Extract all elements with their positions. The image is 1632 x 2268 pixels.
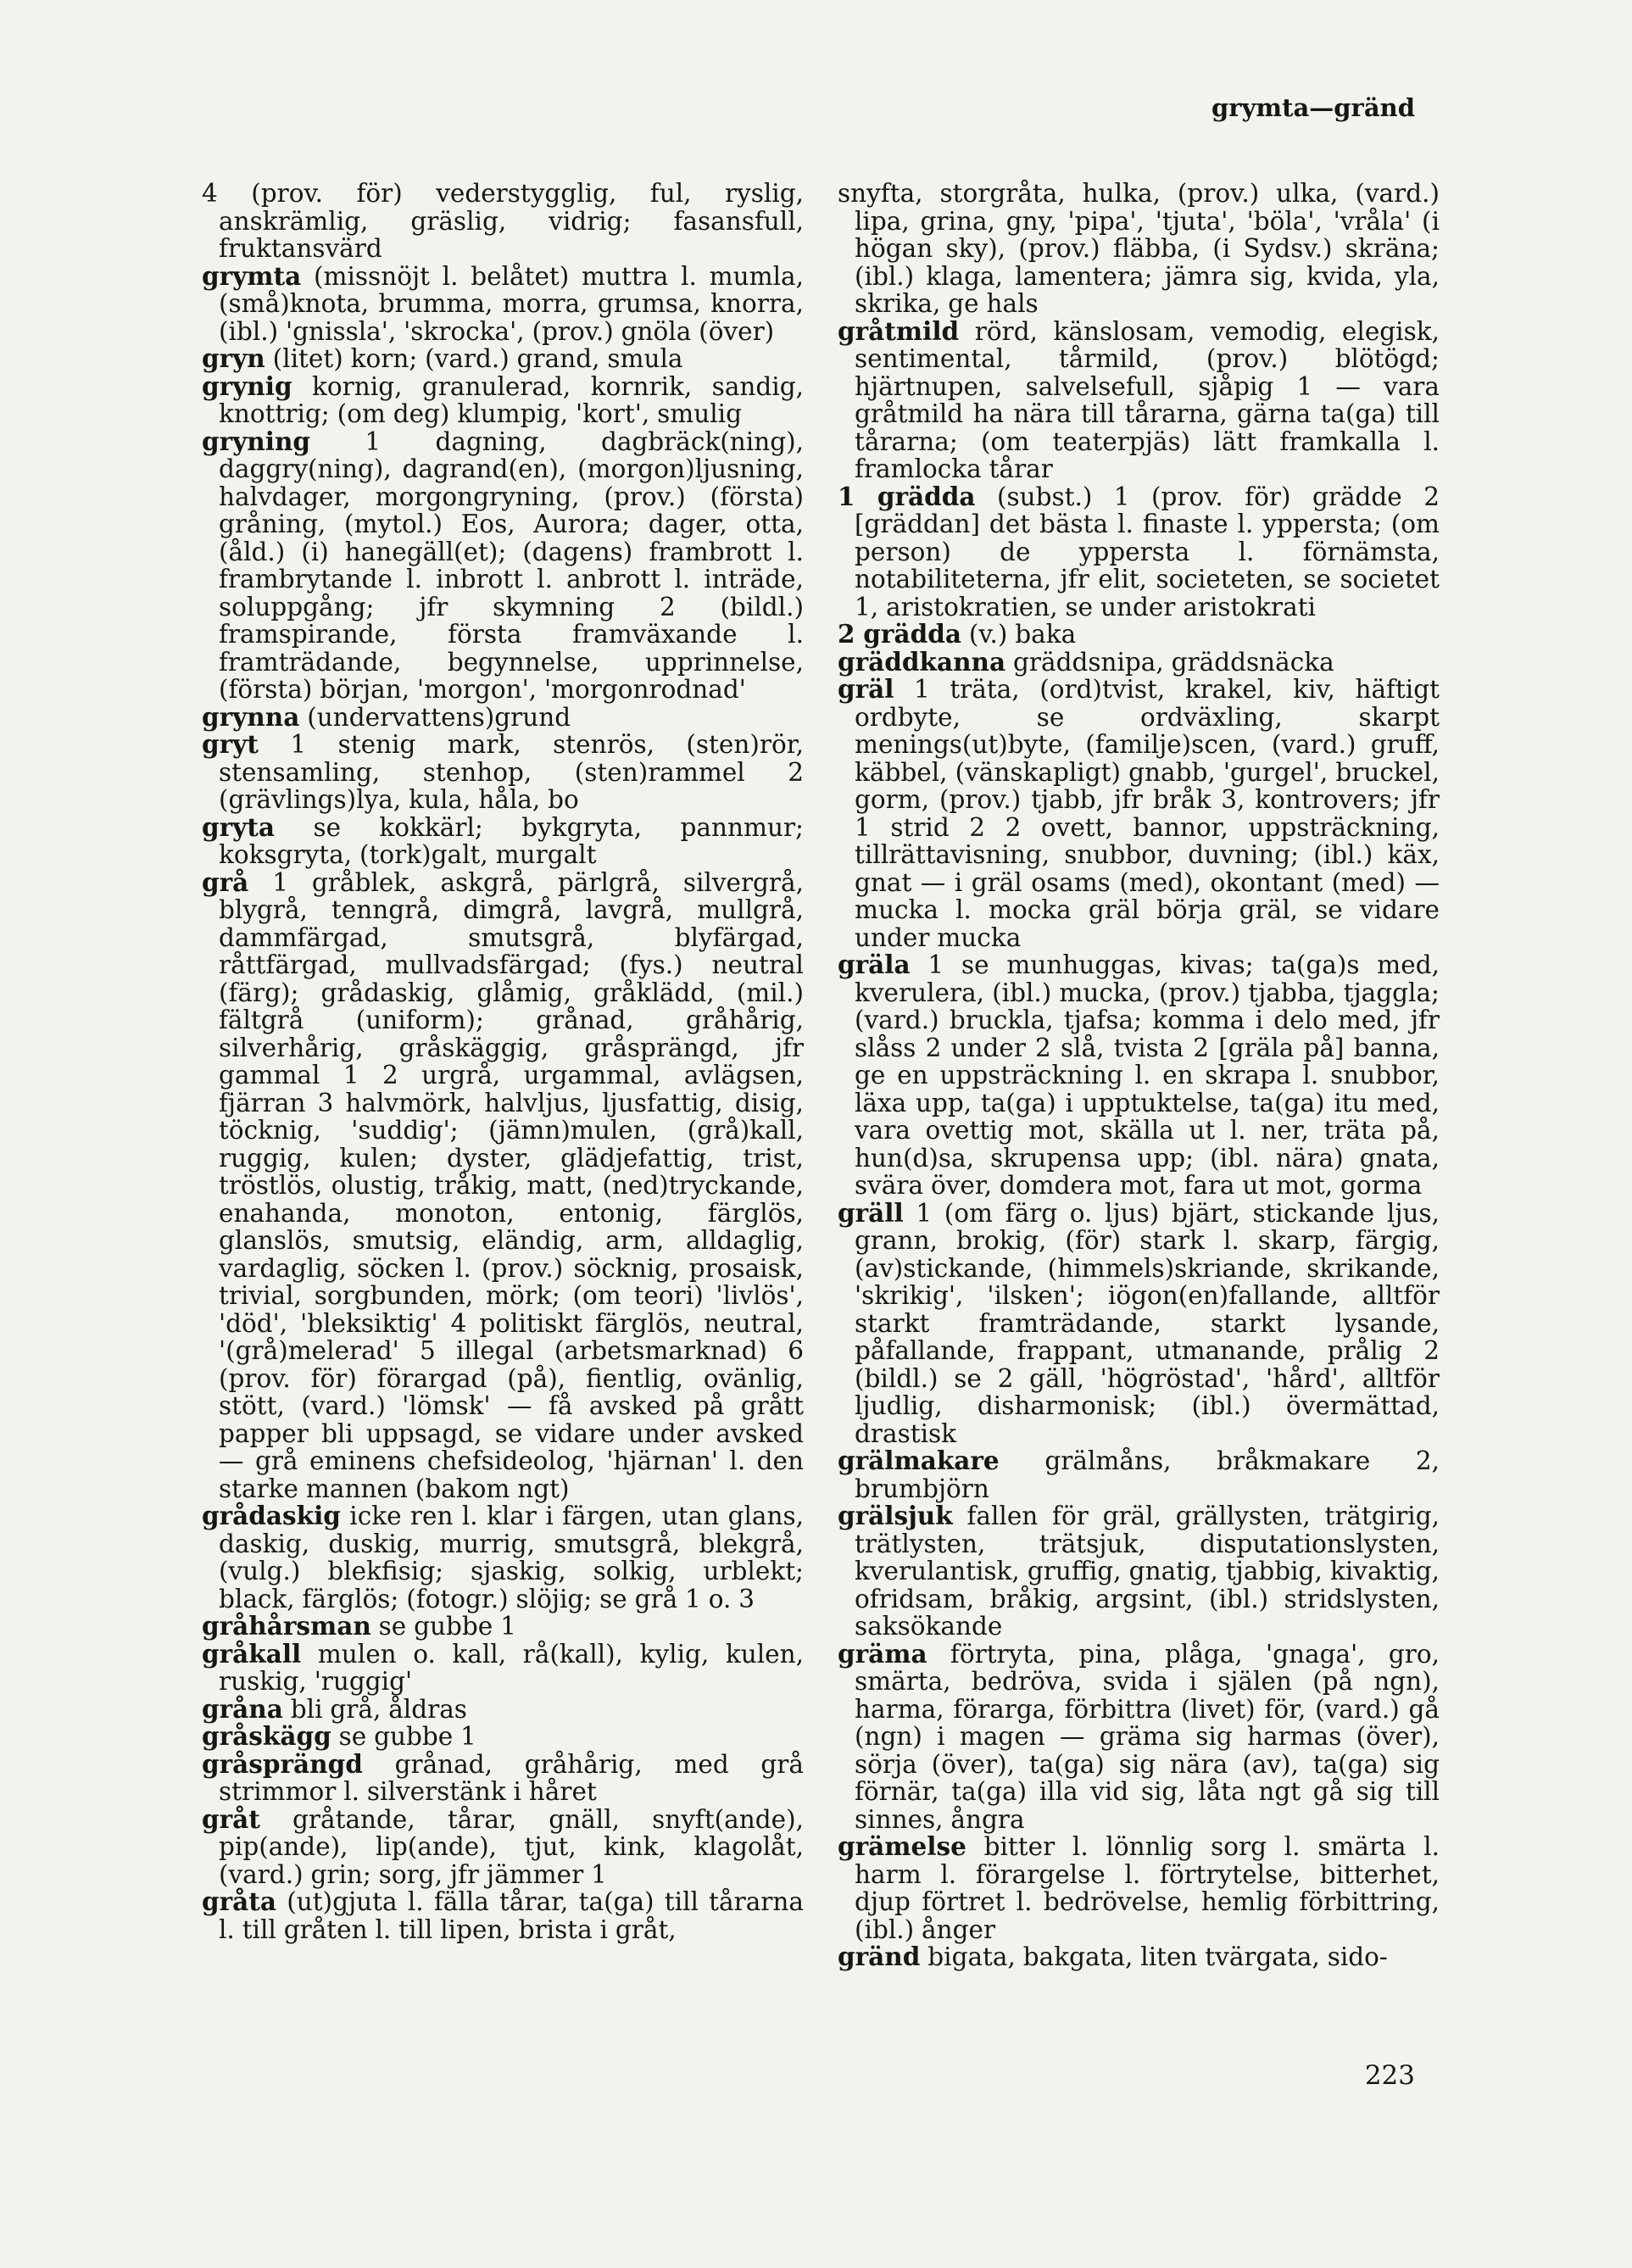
dictionary-entry (202, 1723, 804, 1751)
dictionary-entry (202, 180, 804, 263)
dictionary-entry (838, 315, 1440, 483)
headword: gräl (838, 674, 894, 704)
definition: se gubbe 1 (338, 1722, 476, 1751)
dictionary-entry (202, 1693, 804, 1724)
definition: gräddsnipa, gräddsnäcka (1013, 647, 1334, 677)
dictionary-entry (202, 869, 804, 1503)
headword: gråskägg (202, 1721, 331, 1751)
definition: bigata, bakgata, liten tvärgata, sido- (927, 1942, 1388, 1971)
left-column (202, 180, 804, 1943)
definition: se gubbe 1 (378, 1612, 516, 1641)
definition: fallen för gräl, grällysten, trätgirig, trätlysten, trätsjuk, disputationslysten, kverulantisk, gruffig, gnatig, tjabbig, kivaktig, ofridsam, bråkig, argsint, (ibl.) stridslysten, saksökande (855, 1502, 1440, 1641)
right-column (838, 180, 1440, 1971)
definition: se kokkärl; bykgryta, pannmur; koksgryta, (tork)galt, murgalt (219, 812, 804, 869)
dictionary-entry (838, 1638, 1440, 1834)
dictionary-entry (838, 1197, 1440, 1448)
dictionary-entry (202, 1803, 804, 1889)
headword: grymta (202, 260, 302, 291)
definition: 1 (om färg o. ljus) bjärt, stickande ljus, grann, brokig, (för) stark l. skarp, färgig, (av)stickande, (himmels)skriande, skrikande, 'skrikig', 'ilsken'; iögon(en)fallande, alltför starkt framträdande, starkt lysande, påfallande, frappant, utmanande, prålig 2 (bildl.) se 2 gäll, 'högröstad', 'hård', alltför ljudlig, disharmonisk; (ibl.) övermättad, drastisk (855, 1198, 1440, 1448)
definition: 1 se munhuggas, kivas; ta(ga)s med, kverulera, (ibl.) mucka, (prov.) tjabba, tjaggla; (vard.) bruckla, tjafsa; komma i delo med, jfr slåss 2 under 2 slå, tvista 2 [gräla på] banna, ge en uppsträckning l. en skrapa l. snubbor, läxa upp, ta(ga) i upptuktelse, ta(ga) itu med, vara ovettig mot, skälla ut l. ner, träta på, hun(d)sa, skrupensa upp; (ibl. nära) gnata, svära över, domdera mot, fara ut mot, gorma (855, 950, 1440, 1200)
headword: grälsjuk (838, 1501, 953, 1530)
headword: grådaskig (202, 1501, 341, 1530)
headword: gråt (202, 1803, 260, 1834)
dictionary-entry (838, 1447, 1440, 1502)
headword: gräddkanna (838, 646, 1006, 677)
headword: grynna (202, 701, 300, 732)
dictionary-entry (202, 811, 804, 869)
page-number: 223 (1364, 2060, 1415, 2091)
definition: snyfta, storgråta, hulka, (prov.) ulka, (vard.) lipa, grina, gny, 'pipa', 'tjuta', 'böla', 'vråla' (i högan sky), (prov.) fläbba, (i Sydsv.) skräna; (ibl.) klaga, lamentera; jämra sig, kvida, yla, skrika, ge hals (838, 179, 1440, 318)
dictionary-entry (202, 1613, 804, 1641)
headword: grämelse (838, 1831, 966, 1861)
definition: bli grå, åldras (290, 1694, 467, 1724)
headword: gryning (202, 426, 311, 456)
dictionary-entry (202, 701, 804, 732)
definition: 1 gråblek, askgrå, pärlgrå, silvergrå, blygrå, tenngrå, dimgrå, lavgrå, mullgrå, dammfärgad, smutsgrå, blyfärgad, råttfärgad, mullvadsfärgad; (fys.) neutral (färg); grådaskig, glåmig, gråklädd, (mil.) fältgrå (uniform); grånad, gråhårig, silverhårig, gråskäggig, gråsprängd, jfr gammal 1 2 urgrå, urgammal, avlägsen, fjärran 3 halvmörk, halvljus, ljusfattig, disig, töcknig, 'suddig'; (jämn)mulen, (grå)kall, ruggig, kulen; dyster, glädjefattig, trist, tröstlös, olustig, tråkig, matt, (ned)tryckande, enahanda, monoton, entonig, färglös, glanslös, smutsig, eländig, arm, alldaglig, vardaglig, söcken l. (prov.) söcknig, prosaisk, trivial, sorgbunden, mörk; (om teori) 'livlös', 'död', 'bleksiktig' 4 politiskt färglös, neutral, '(grå)melerad' 5 illegal (arbetsmarknad) 6 (prov. för) förargad (på), fientlig, ovänlig, stött, (vard.) 'lömsk' — få avsked på grått papper bli uppsagd, se vidare under avsked — grå eminens chefsideolog, 'hjärnan' l. den starke mannen (bakom ngt) (219, 867, 804, 1503)
headword: 2 grädda (838, 619, 961, 649)
definition: kornig, granulerad, kornrik, sandig, knottrig; (om deg) klumpig, 'kort', smulig (219, 371, 804, 428)
dictionary-entry (202, 1748, 804, 1806)
dictionary-entry (202, 1888, 804, 1943)
dictionary-entry (202, 731, 804, 814)
definition: rörd, känslosam, vemodig, elegisk, sentimental, tårmild, (prov.) blötögd; hjärtnupen, salvelsefull, sjåpig 1 — vara gråtmild ha nära till tårarna, gärna ta(ga) till tårarna; (om teaterpjäs) lätt framkalla l. framlocka tårar (855, 316, 1440, 483)
headword: gryt (202, 729, 259, 759)
headword: gråsprängd (202, 1748, 363, 1779)
dictionary-entry (838, 180, 1440, 318)
definition: (ut)gjuta l. fälla tårar, ta(ga) till tårarna l. till gråten l. till lipen, brista i gråt, (219, 1887, 804, 1944)
headword: grå (202, 867, 249, 897)
headword: gråtmild (838, 315, 960, 346)
definition: 1 träta, (ord)tvist, krakel, kiv, häftigt ordbyte, se ordväxling, skarpt menings(ut)byte, (familje)scen, (vard.) gruff, käbbel, (vänskapligt) gnabb, 'gurgel', bruckel, gorm, (prov.) tjabb, jfr bråk 3, kontrovers; jfr 1 strid 2 2 ovett, bannor, uppsträckning, tillrättavisning, snubbor, duvning; (ibl.) käx, gnat — i gräl osams (med), okontant (med) — mucka l. mocka gräl börja gräl, se vidare under mucka (855, 675, 1440, 952)
dictionary-entry (838, 676, 1440, 951)
headword: gråna (202, 1693, 283, 1724)
definition: (litet) korn; (vard.) grand, smula (272, 344, 683, 373)
dictionary-entry (202, 1638, 804, 1696)
dictionary-entry (202, 373, 804, 428)
dictionary-entry (838, 951, 1440, 1200)
dictionary-entry (838, 1833, 1440, 1943)
headword: gryn (202, 343, 265, 373)
definition: (undervattens)grund (307, 702, 571, 732)
headword: gråta (202, 1886, 277, 1916)
definition: 1 stenig mark, stenrös, (sten)rör, stensamling, stenhop, (sten)rammel 2 (grävlings)lya, kula, håla, bo (219, 730, 804, 814)
definition: grälmåns, bråkmakare 2, brumbjörn (855, 1446, 1440, 1503)
dictionary-entry (202, 345, 804, 373)
definition: 1 dagning, dagbräck(ning), daggry(ning), dagrand(en), (morgon)ljusning, halvdager, morgongryning, (prov.) (första) gråning, (mytol.) Eos, Aurora; dager, otta, (åld.) (i) hanegäll(et); (dagens) frambrott l. frambrytande l. inbrott l. anbrott l. inträde, soluppgång; jfr skymning 2 (bildl.) framspirande, första framväxande l. framträdande, begynnelse, upprinnelse, (första) början, 'morgon', 'morgonrodnad' (219, 426, 804, 704)
headword: gräll (838, 1197, 904, 1228)
definition: (subst.) 1 (prov. för) grädde 2 [gräddan] det bästa l. finaste l. yppersta; (om person) de yppersta l. förnämsta, notabiliteterna, jfr elit, societeten, se societet 1, aristokratien, se under aristokrati (855, 482, 1440, 621)
headword: 1 grädda (838, 481, 976, 511)
definition: mulen o. kall, rå(kall), kylig, kulen, ruskig, 'ruggig' (219, 1639, 804, 1696)
definition: gråtande, tårar, gnäll, snyft(ande), pip(ande), lip(ande), tjut, kink, klagolåt, (vard.) grin; sorg, jfr jämmer 1 (219, 1804, 804, 1889)
definition: bitter l. lönnlig sorg l. smärta l. harm l. förargelse l. förtrytelse, bitterhet, djup förtret l. bedrövelse, hemlig förbittring, (ibl.) ånger (855, 1832, 1440, 1944)
headword: gryta (202, 811, 276, 842)
dictionary-entry (202, 260, 804, 346)
definition: (v.) baka (968, 620, 1077, 649)
headword: grälmakare (838, 1446, 1000, 1475)
definition: förtryta, pina, plåga, 'gnaga', gro, smärta, bedröva, svida i själen (på ngn), harma, förarga, förbittra (livet) för, (vard.) gå (ngn) i magen — gräma sig harmas (över), sörja (över), ta(ga) sig nära (av), ta(ga) sig förnär, ta(ga) illa vid sig, låta ngt gå sig till sinnes, ångra (855, 1639, 1440, 1834)
dictionary-entry (838, 1502, 1440, 1641)
definition: icke ren l. klar i färgen, utan glans, daskig, duskig, murrig, smutsgrå, blekgrå, (vulg.) blekfisig; sjaskig, solkig, urblekt; black, färglös; (fotogr.) slöjig; se grå 1 o. 3 (219, 1502, 804, 1613)
headword: gråkall (202, 1638, 302, 1669)
headword: gråhårsman (202, 1611, 371, 1641)
dictionary-entry (838, 483, 1440, 621)
dictionary-entry (202, 1502, 804, 1613)
headword: gräla (838, 950, 911, 979)
definition: grånad, gråhårig, med grå strimmor l. silverstänk i håret (219, 1749, 804, 1806)
running-head: grymta—gränd (1211, 93, 1415, 122)
headword: gränd (838, 1942, 921, 1971)
definition: (missnöjt l. belåtet) muttra l. mumla, (små)knota, brumma, morra, grumsa, knorra, (ibl.) 'gnissla', 'skrocka', (prov.) gnöla (över) (219, 261, 804, 346)
dictionary-entry (838, 621, 1440, 649)
headword: grynig (202, 371, 292, 401)
dictionary-entry (838, 1943, 1440, 1971)
dictionary-entry (202, 428, 804, 704)
headword: gräma (838, 1638, 927, 1669)
definition: 4 (prov. för) vederstygglig, ful, ryslig, anskrämlig, gräslig, vidrig; fasansfull, fruktansvärd (202, 179, 804, 263)
dictionary-entry (838, 646, 1440, 677)
